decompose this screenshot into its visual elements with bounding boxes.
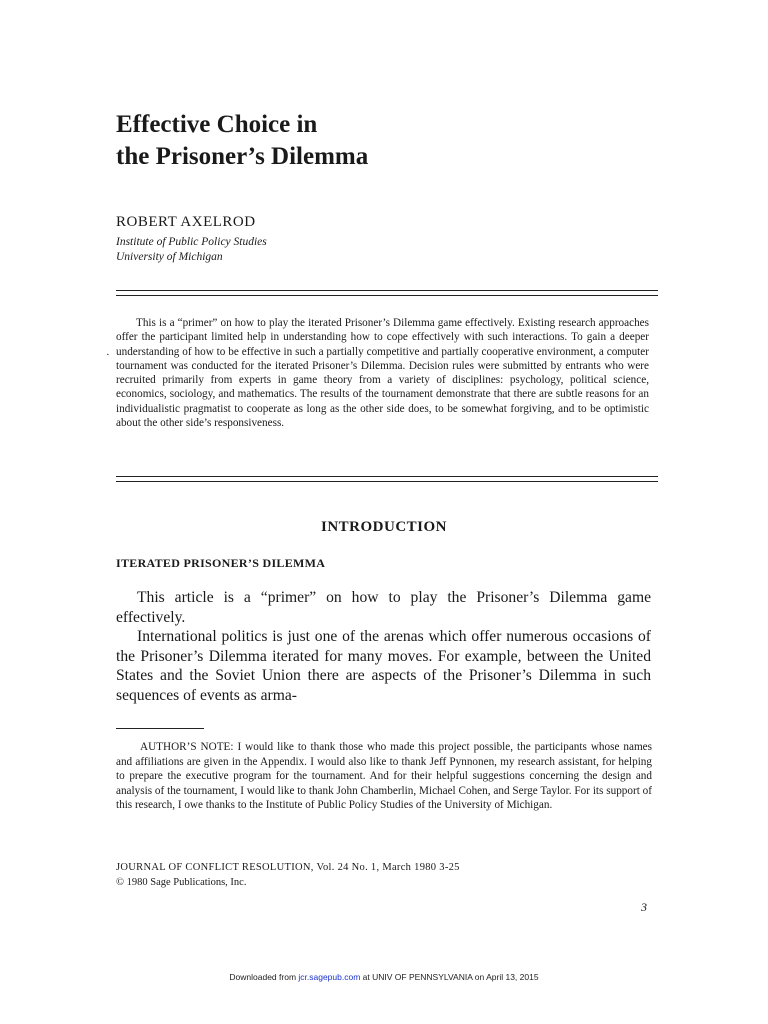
body-paragraph-1: This article is a “primer” on how to play the Prisoner’s Dilemma game effectively.	[116, 589, 651, 626]
margin-mark: ·	[106, 349, 110, 361]
subsection-heading: ITERATED PRISONER’S DILEMMA	[116, 556, 326, 570]
download-notice-prefix: Downloaded from	[229, 972, 299, 982]
body-text	[116, 588, 651, 705]
download-notice	[0, 972, 768, 982]
body-paragraph-2: International politics is just one of the arenas which offer numerous occasions of the Prisoner’s Dilemma iterated for many moves. For example, between the United States and the Soviet Union there are aspects of the Prisoner’s Dilemma in such sequences of events as arma-	[116, 628, 651, 704]
footnote-rule	[116, 728, 204, 729]
abstract-bottom-rule	[116, 476, 658, 482]
article-title-line-2: the Prisoner’s Dilemma	[116, 143, 369, 170]
abstract-top-rule	[116, 290, 658, 296]
copyright-notice: © 1980 Sage Publications, Inc.	[116, 877, 247, 888]
author-affiliation-institute: Institute of Public Policy Studies	[116, 236, 267, 248]
article-title-line-1: Effective Choice in	[116, 111, 318, 138]
section-heading-introduction: INTRODUCTION	[320, 519, 447, 535]
author-affiliation-university: University of Michigan	[116, 251, 223, 263]
download-notice-suffix: at UNIV OF PENNSYLVANIA on April 13, 2015	[360, 972, 539, 982]
journal-citation: JOURNAL OF CONFLICT RESOLUTION, Vol. 24 No. 1, March 1980 3-25	[116, 862, 460, 873]
author-note-footnote: AUTHOR’S NOTE: I would like to thank those who made this project possible, the participants whose names and affiliations are given in the Appendix. I would also like to thank Jeff Pynnonen, my research assistant, for helping to prepare the executive program for the tournament. And for their helpful suggestions concerning the design and analysis of the tournament, I would like to thank John Chamberlin, Michael Cohen, and Serge Taylor. For its support of this research, I owe thanks to the Institute of Public Policy Studies of the University of Michigan.	[116, 741, 652, 811]
page-number: 3	[641, 900, 647, 914]
download-source-link[interactable]: jcr.sagepub.com	[298, 972, 361, 982]
abstract: This is a “primer” on how to play the iterated Prisoner’s Dilemma game effectively. Existing research approaches offer the participant limited help in understanding how to cope effectively with such interactions. To gain a deeper understanding of how to be effective in such a partially competitive and partially cooperative environment, a computer tournament was conducted for the iterated Prisoner’s Dilemma. Decision rules were submitted by entrants who were recruited primarily from experts in game theory from a variety of disciplines: psychology, political science, economics, sociology, and mathematics. The results of the tournament demonstrate that there are subtle reasons for an individualistic pragmatist to cooperate as long as the other side does, to be somewhat forgiving, and to be optimistic about the other side’s responsiveness.	[116, 317, 649, 430]
author-name: ROBERT AXELROD	[116, 214, 256, 230]
article-title	[116, 109, 636, 173]
